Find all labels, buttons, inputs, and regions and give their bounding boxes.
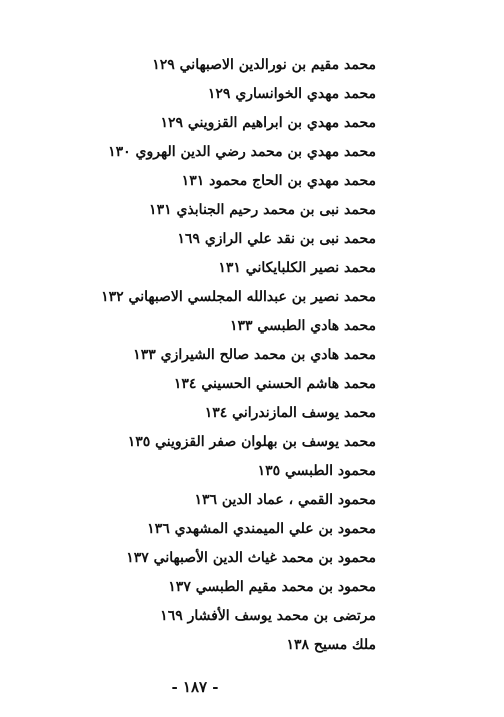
index-entry: محمد مهدي بن ابراهيم القزويني ١٢٩ xyxy=(160,115,376,131)
index-entry: محمود بن محمد مقيم الطبسي ١٣٧ xyxy=(168,579,376,595)
index-entry: محمد نبى بن نقد علي الرازي ١٦٩ xyxy=(177,231,376,247)
index-entry: محمود بن محمد غياث الدين الأصبهاني ١٣٧ xyxy=(126,550,376,566)
index-entry: محمود الطبسي ١٣٥ xyxy=(257,463,376,479)
index-entry: محمد يوسف بن بهلوان صفر القزويني ١٣٥ xyxy=(127,434,376,450)
index-entry: محمد هادي الطبسي ١٣٣ xyxy=(229,318,376,334)
index-entry: محمد هاشم الحسني الحسيني ١٣٤ xyxy=(173,376,376,392)
index-entry: مرتضى بن محمد يوسف الأفشار ١٦٩ xyxy=(160,608,376,624)
page-number: - ١٨٧ - xyxy=(171,678,219,696)
index-entry: محمد مهدي بن الحاج محمود ١٣١ xyxy=(181,173,376,189)
name-index-list xyxy=(16,51,376,660)
index-entry: محمد نصير الكلبايكاني ١٣١ xyxy=(218,260,376,276)
index-entry: محمود بن علي الميمندي المشهدي ١٣٦ xyxy=(147,521,376,537)
index-entry: محمد نبى بن محمد رحيم الجنابذي ١٣١ xyxy=(149,202,376,218)
index-entry: محمد يوسف المازندراني ١٣٤ xyxy=(204,405,376,421)
index-entry: ملك مسيح ١٣٨ xyxy=(286,637,376,653)
index-entry: محمد نصير بن عبدالله المجلسي الاصبهاني ١٣٢ xyxy=(101,289,376,305)
index-entry: محمد مهدي بن محمد رضي الدين الهروي ١٣٠ xyxy=(108,144,376,160)
index-entry: محمود القمي ، عماد الدين ١٣٦ xyxy=(194,492,376,508)
index-entry: محمد مقيم بن نورالدين الاصبهاني ١٢٩ xyxy=(152,57,376,73)
index-entry: محمد مهدي الخوانساري ١٢٩ xyxy=(207,86,376,102)
index-entry: محمد هادي بن محمد صالح الشيرازي ١٣٣ xyxy=(133,347,376,363)
